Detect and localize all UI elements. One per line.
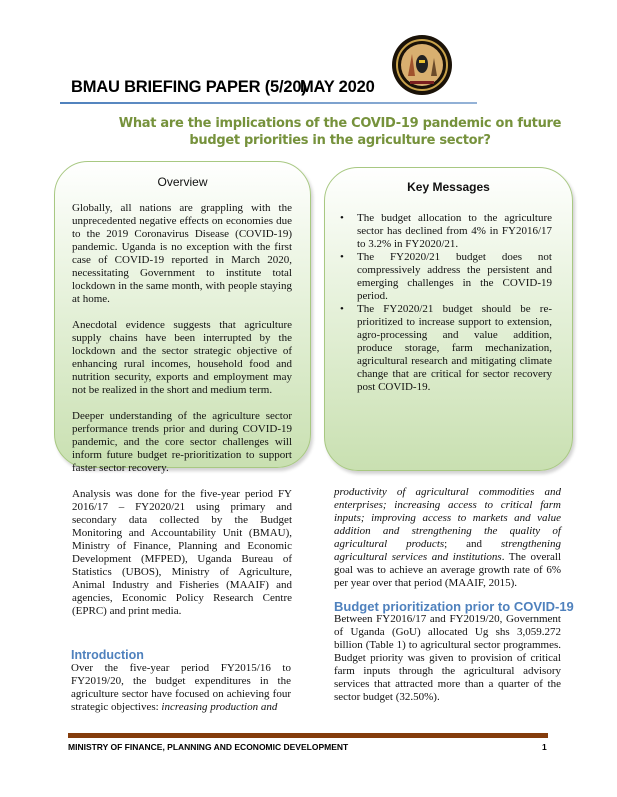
introduction-text bbox=[71, 662, 291, 714]
overview-content bbox=[72, 202, 292, 618]
briefing-date: MAY 2020 bbox=[300, 78, 375, 96]
key-message-item: • The FY2020/21 budget should be re-prioritized to increase support to extension, agro-processing and value addition, produce storage, farm mechanization, agricultural research and mitigating climate change that are critical for sector recovery post COVID-19. bbox=[340, 303, 552, 394]
overview-heading: Overview bbox=[157, 175, 208, 189]
intro-text: ; and bbox=[444, 538, 501, 550]
key-messages-heading: Key Messages bbox=[407, 180, 490, 194]
overview-paragraph: Anecdotal evidence suggests that agriculture supply chains have been interrupted by the lockdown and the sector strategic objective of enhancing rural incomes, household food and nutrition security, exports and employment may not be realized in the short and medium term. bbox=[72, 319, 292, 396]
key-message-item: • The FY2020/21 budget does not compressively address the persistent and emerging challenges in the COVID-19 period. bbox=[340, 251, 552, 303]
page-number: 1 bbox=[542, 742, 547, 752]
overview-paragraph: Globally, all nations are grappling with the unprecedented negative effects on economies due to the 2019 Coronavirus Disease (COVID-19) pandemic. Uganda is no exception with the first case of COVID-19 reported in March 2020, necessitating Government to institute total lockdown in the same month, with people staying at home. bbox=[72, 202, 292, 305]
budget-prioritization-heading: Budget prioritization prior to COVID-19 bbox=[334, 599, 574, 614]
overview-paragraph: Deeper understanding of the agriculture sector performance trends prior and during COVID-19 pandemic, and the core sector challenges will inform future budget re-prioritization to support faster sector recovery. bbox=[72, 410, 292, 474]
intro-objectives-italic: strengthening agricultural services and institutions bbox=[334, 538, 561, 563]
intro-text: . The overall goal was to achieve an average growth rate of 6% per year over that period (MAAIF, 2015). bbox=[334, 551, 561, 589]
intro-objectives-italic: productivity of agricultural commodities and enterprises; increasing access to critical farm inputs; improving access to markets and value addition and strengthening the quality of agricultural products bbox=[334, 486, 561, 550]
introduction-heading: Introduction bbox=[71, 648, 144, 662]
key-messages-list bbox=[340, 212, 552, 394]
intro-objectives-italic: increasing production and bbox=[161, 701, 278, 713]
ministry-seal-logo bbox=[390, 34, 454, 96]
briefing-series: BMAU BRIEFING PAPER (5/20) bbox=[71, 78, 307, 96]
overview-paragraph: Analysis was done for the five-year period FY 2016/17 – FY2020/21 using primary and secondary data collected by the Budget Monitoring and Accountability Unit (BMAU), Ministry of Finance, Planning and Economic Development (MFPED), Uganda Bureau of Statistics (UBOS), Ministry of Agriculture, Animal Industry and Fisheries (MAAIF) and agencies, Economic Policy Research Centre (EPRC) and print media. bbox=[72, 488, 292, 617]
footer-divider bbox=[68, 733, 548, 738]
title-line-1: What are the implications of the COVID-19 pandemic on future bbox=[118, 116, 562, 131]
title-line-2: budget priorities in the agriculture sector? bbox=[189, 132, 491, 148]
budget-prioritization-text: Between FY2016/17 and FY2019/20, Government of Uganda (GoU) allocated Ug shs 3,059.272 billion (Table 1) to agricultural sector programmes. Budget priority was given to provision of critical farm inputs through the agricultural advisory services that attracted more than a quarter of the sector budget (32.50%). bbox=[334, 613, 561, 703]
header-divider bbox=[60, 102, 477, 104]
intro-text: Over the five-year period FY2015/16 to FY2019/20, the budget expenditures in the agriculture sector have focused on achieving four strategic objectives: bbox=[71, 662, 291, 713]
footer-ministry: MINISTRY OF FINANCE, PLANNING AND ECONOMIC DEVELOPMENT bbox=[68, 742, 349, 752]
paper-title bbox=[100, 116, 580, 149]
key-message-item: • The budget allocation to the agriculture sector has declined from 4% in FY2016/17 to 3.2% in FY2020/21. bbox=[340, 212, 552, 251]
introduction-continued bbox=[334, 486, 561, 590]
